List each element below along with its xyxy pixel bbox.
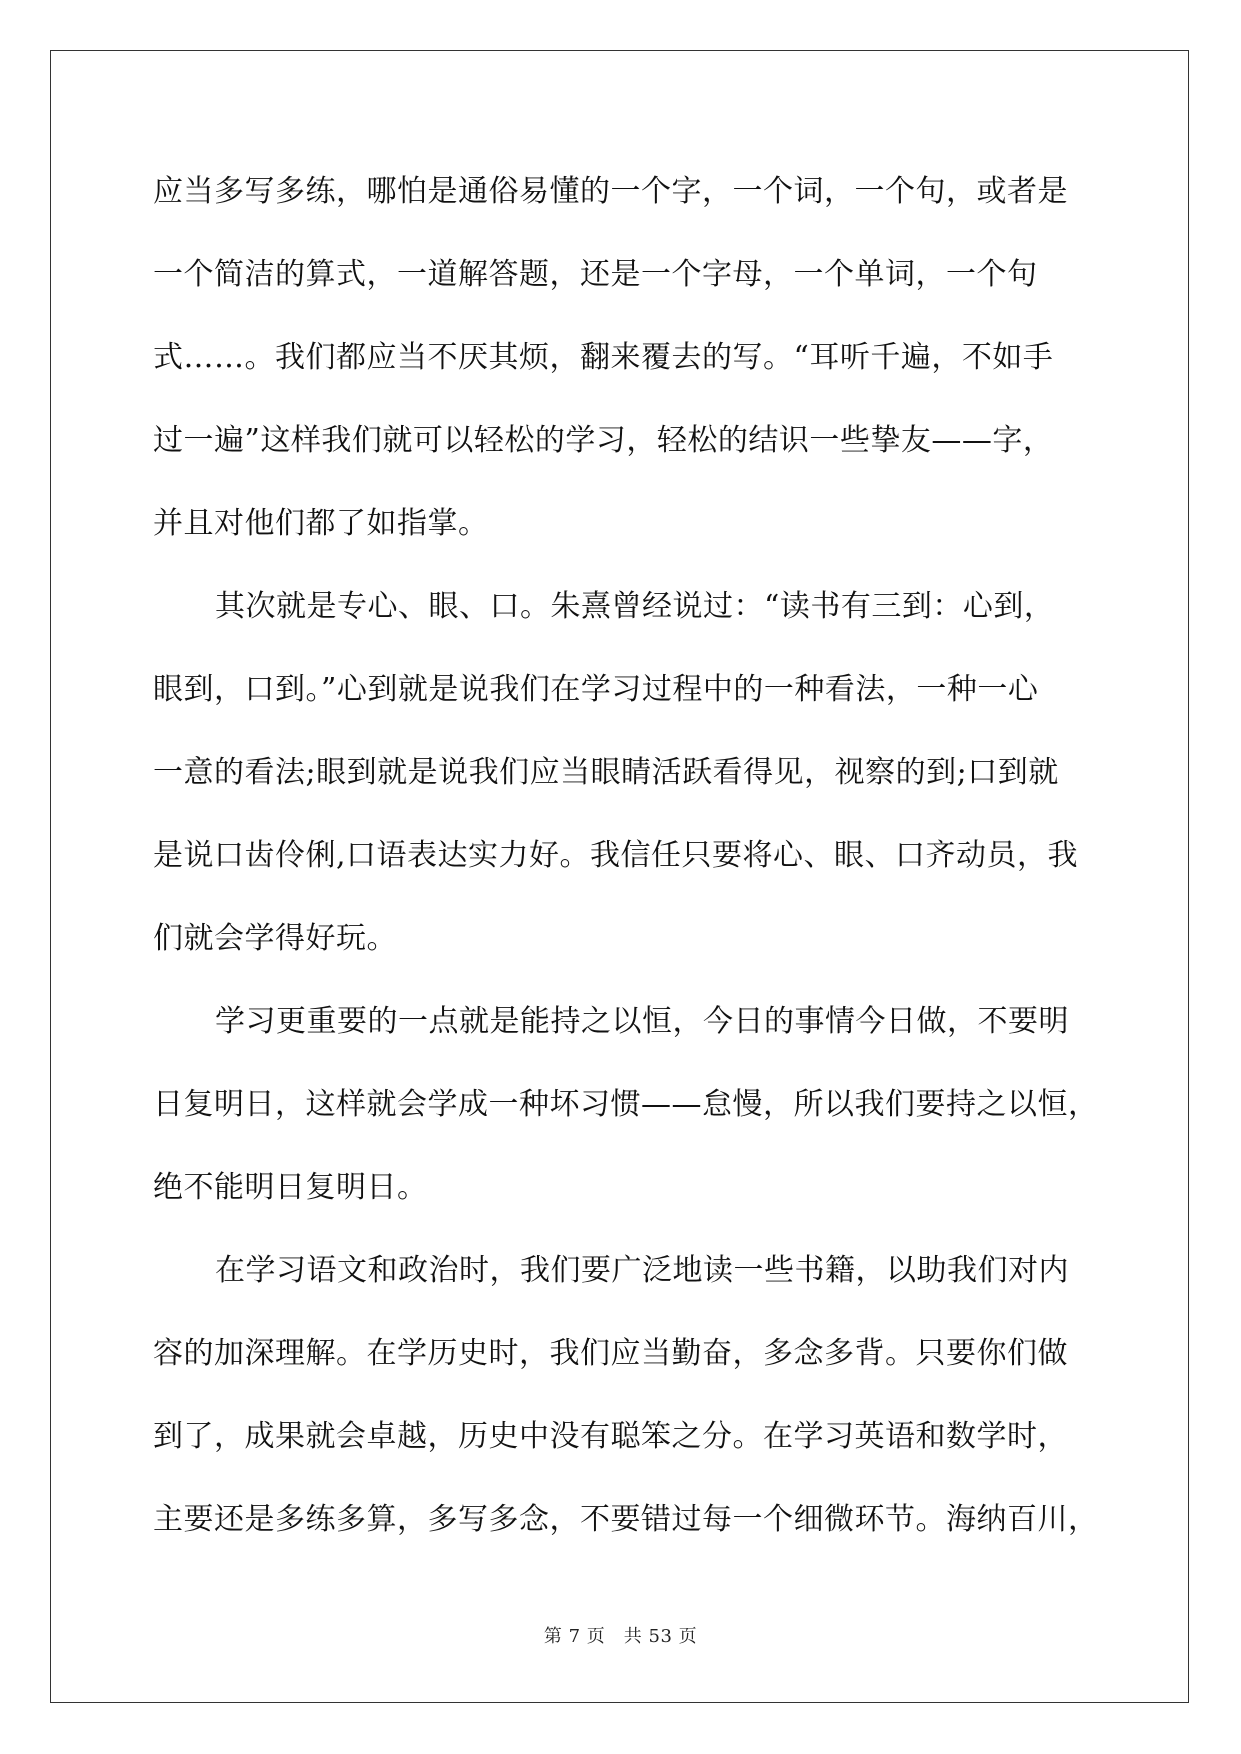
text-line: 并且对他们都了如指掌。 xyxy=(153,506,489,541)
text-line: 绝不能明日复明日。 xyxy=(153,1170,428,1205)
text-line: 眼到，口到。”心到就是说我们在学习过程中的一种看法，一种一心 xyxy=(153,672,1039,707)
text-line: 们就会学得好玩。 xyxy=(153,921,397,956)
text-line: 主要还是多练多算，多写多念，不要错过每一个细微环节。海纳百川， xyxy=(153,1502,1099,1537)
text-line: 应当多写多练，哪怕是通俗易懂的一个字，一个词，一个句，或者是 xyxy=(153,174,1068,209)
text-line: 到了，成果就会卓越，历史中没有聪笨之分。在学习英语和数学时， xyxy=(153,1419,1068,1454)
text-line: 式……。我们都应当不厌其烦，翻来覆去的写。“耳听千遍，不如手 xyxy=(153,340,1054,375)
document-body xyxy=(153,150,1099,1561)
text-line: 其次就是专心、眼、口。朱熹曾经说过：“读书有三到：心到， xyxy=(215,589,1055,624)
text-line: 学习更重要的一点就是能持之以恒，今日的事情今日做，不要明 xyxy=(215,1004,1069,1039)
text-line: 一个简洁的算式，一道解答题，还是一个字母，一个单词，一个句 xyxy=(153,257,1038,292)
text-line: 过一遍”这样我们就可以轻松的学习，轻松的结识一些挚友——字， xyxy=(153,423,1054,458)
page-number-footer: 第 7 页 共 53 页 xyxy=(543,1626,698,1647)
text-line: 在学习语文和政治时，我们要广泛地读一些书籍，以助我们对内 xyxy=(215,1253,1069,1288)
text-line: 是说口齿伶俐,口语表达实力好。我信任只要将心、眼、口齐动员，我 xyxy=(153,838,1079,873)
text-line: 一意的看法;眼到就是说我们应当眼睛活跃看得见，视察的到;口到就 xyxy=(153,755,1059,790)
text-line: 日复明日，这样就会学成一种坏习惯——怠慢，所以我们要持之以恒， xyxy=(153,1087,1099,1122)
text-line: 容的加深理解。在学历史时，我们应当勤奋，多念多背。只要你们做 xyxy=(153,1336,1068,1371)
